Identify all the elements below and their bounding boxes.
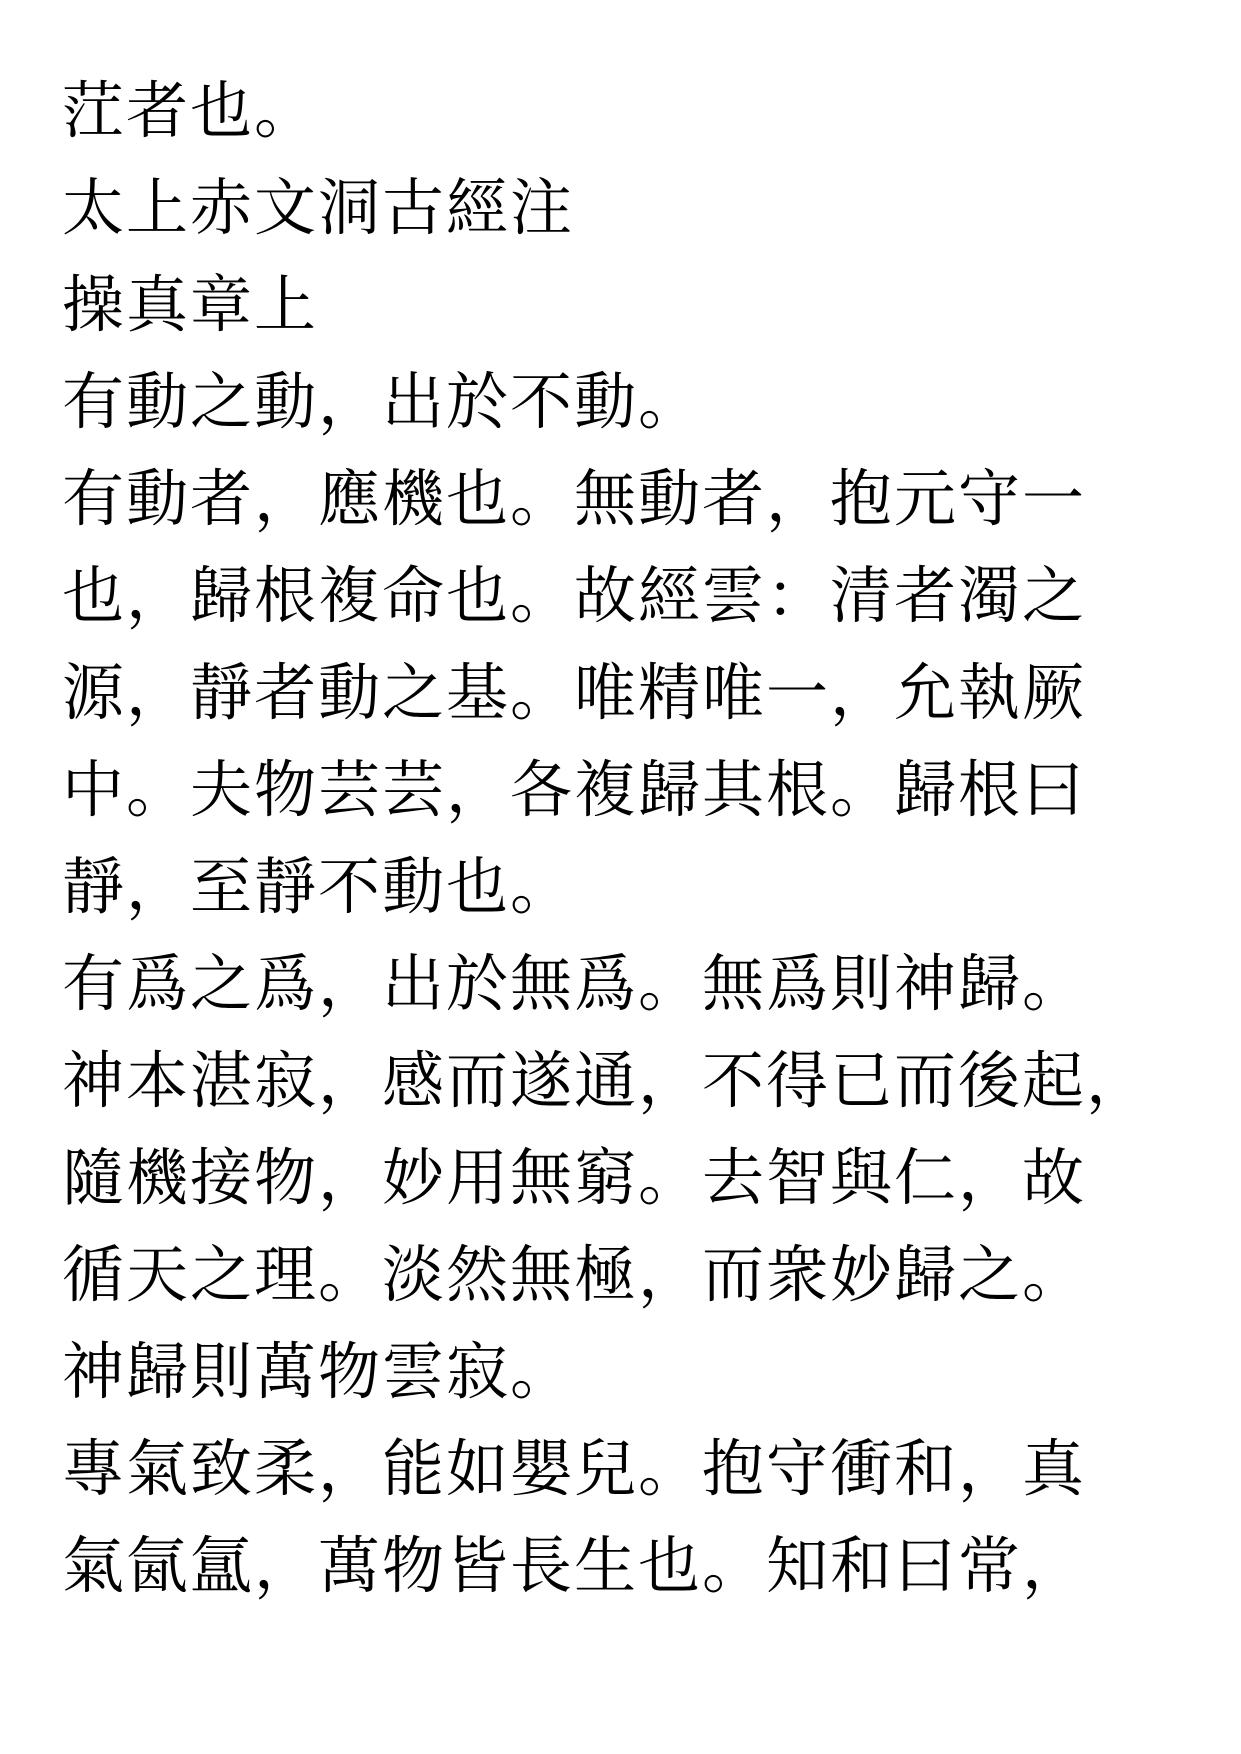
text-line: 源，靜者動之基。唯精唯一，允執厥	[62, 656, 1087, 729]
text-line: 神歸則萬物雲寂。	[62, 1335, 575, 1408]
text-line: 隨機接物，妙用無窮。去智與仁，故	[62, 1141, 1087, 1214]
text-line: 有動者，應機也。無動者，抱元守一	[62, 462, 1087, 535]
chapter-title: 太上赤文洞古經注	[62, 171, 575, 244]
text-line: 茳者也。	[62, 74, 319, 147]
text-block	[62, 62, 1182, 1614]
text-line: 有動之動，出於不動。	[62, 365, 703, 438]
text-line: 中。夫物芸芸，各複歸其根。歸根曰	[62, 753, 1087, 826]
text-line: 也，歸根複命也。故經雲：清者濁之	[62, 559, 1087, 632]
section-title: 操真章上	[62, 268, 319, 341]
text-line: 有爲之爲，出於無爲。無爲則神歸。	[62, 947, 1087, 1020]
text-line: 神本湛寂，感而遂通，不得已而後起，	[62, 1044, 1151, 1117]
text-line: 靜，至靜不動也。	[62, 850, 575, 923]
text-line: 氣氤氲，萬物皆長生也。知和曰常，	[62, 1529, 1087, 1602]
text-line: 循天之理。淡然無極，而衆妙歸之。	[62, 1238, 1087, 1311]
text-line: 專氣致柔，能如嬰兒。抱守衝和，真	[62, 1432, 1087, 1505]
